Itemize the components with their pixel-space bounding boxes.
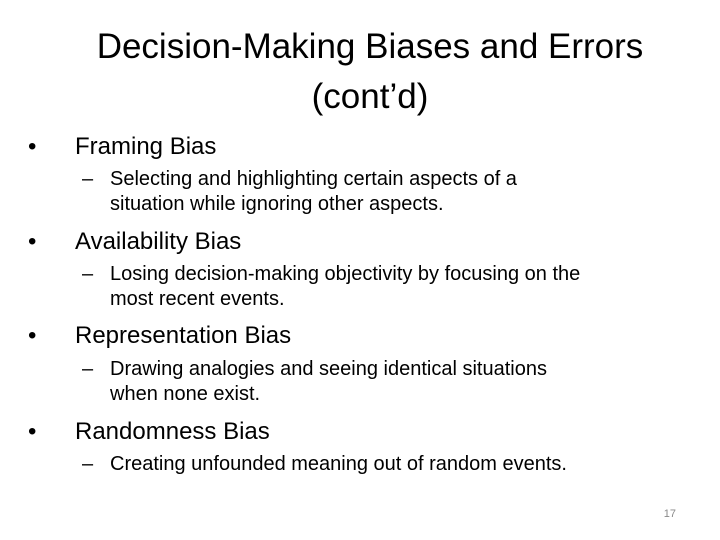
bullet-heading: Availability Bias (75, 228, 242, 255)
slide-title-line-1: Decision-Making Biases and Errors (96, 27, 644, 66)
sub-bullet-text-continued: situation while ignoring other aspects. (110, 193, 444, 215)
sub-bullet-randomness-bias (82, 452, 682, 477)
sub-bullet-line (82, 167, 682, 192)
sub-bullet-text: Drawing analogies and seeing identical situations (110, 358, 547, 380)
bullet-icon: • (28, 418, 37, 445)
sub-bullet-text: Creating unfounded meaning out of random events. (110, 453, 567, 475)
bullet-icon: • (28, 228, 37, 255)
page-number: 17 (663, 508, 676, 520)
slide-title-line-2: (cont’d) (311, 77, 429, 116)
dash-icon: – (82, 358, 94, 380)
sub-bullet-text-continued: when none exist. (110, 383, 261, 405)
dash-icon: – (82, 263, 94, 285)
sub-bullet-representation-bias (82, 357, 682, 407)
bullet-item-framing-bias (28, 132, 216, 162)
sub-bullet-line (82, 357, 682, 382)
bullet-icon: • (28, 322, 37, 349)
sub-bullet-availability-bias (82, 262, 682, 312)
sub-bullet-text-continued: most recent events. (110, 288, 285, 310)
bullet-heading: Representation Bias (75, 322, 292, 349)
bullet-heading: Randomness Bias (75, 418, 270, 445)
bullet-item-availability-bias (28, 227, 241, 257)
bullet-item-representation-bias (28, 321, 291, 351)
dash-icon: – (82, 453, 94, 475)
sub-bullet-framing-bias (82, 167, 682, 217)
sub-bullet-text: Losing decision-making objectivity by focusing on the (110, 263, 581, 285)
bullet-icon: • (28, 133, 37, 160)
sub-bullet-text: Selecting and highlighting certain aspects of a (110, 168, 517, 190)
sub-bullet-line (82, 262, 682, 287)
sub-bullet-line (82, 452, 682, 477)
bullet-heading: Framing Bias (75, 133, 217, 160)
dash-icon: – (82, 168, 94, 190)
bullet-item-randomness-bias (28, 417, 270, 447)
